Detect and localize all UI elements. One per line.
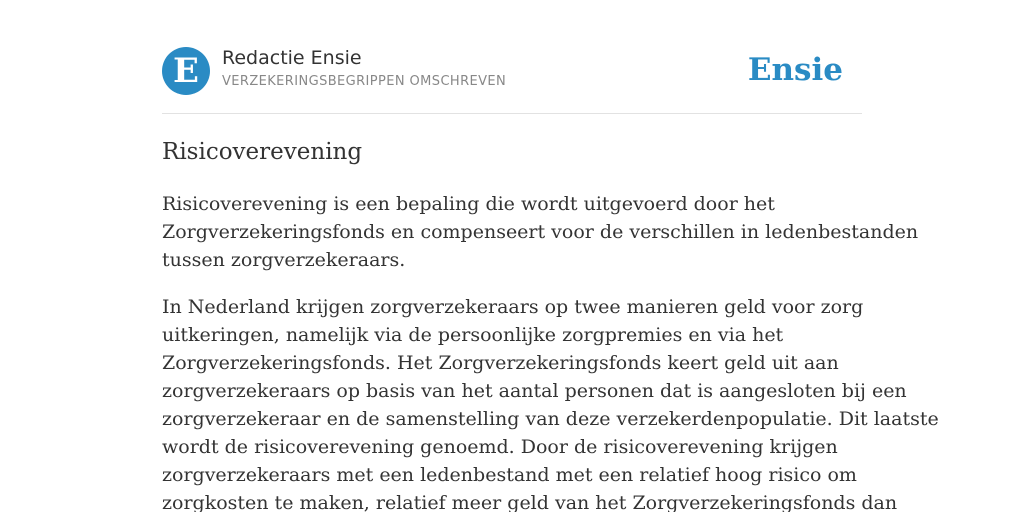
brand-logo[interactable]: Ensie <box>747 52 843 88</box>
paragraph-line: Zorgverzekeringsfonds. Het Zorgverzekeringsfonds keert geld uit aan <box>162 352 839 374</box>
ensie-logo-icon[interactable]: E <box>162 47 210 95</box>
paragraph-line: wordt de risicoverevening genoemd. Door de risicoverevening krijgen <box>162 436 838 458</box>
paragraph-line: Zorgverzekeringsfonds en compenseert voor de verschillen in ledenbestanden <box>162 221 919 243</box>
category-subtitle[interactable]: VERZEKERINGSBEGRIPPEN OMSCHREVEN <box>222 74 507 89</box>
article-paragraph-1 <box>162 190 919 274</box>
paragraph-line: tussen zorgverzekeraars. <box>162 249 406 271</box>
paragraph-line: zorgverzekeraar en de samenstelling van deze verzekerdenpopulatie. Dit laatste <box>162 408 939 430</box>
paragraph-line: In Nederland krijgen zorgverzekeraars op twee manieren geld voor zorg <box>162 296 864 318</box>
header <box>162 46 862 96</box>
author-name[interactable]: Redactie Ensie <box>222 47 362 69</box>
paragraph-line: uitkeringen, namelijk via de persoonlijke zorgpremies en via het <box>162 324 784 346</box>
article-paragraph-2 <box>162 293 939 512</box>
paragraph-line: Risicoverevening is een bepaling die wordt uitgevoerd door het <box>162 193 775 215</box>
paragraph-line: zorgverzekeraars op basis van het aantal personen dat is aangesloten bij een <box>162 380 907 402</box>
paragraph-line: zorgverzekeraars met een ledenbestand met een relatief hoog risico om <box>162 464 857 486</box>
article-title: Risicoverevening <box>162 139 363 165</box>
paragraph-line: zorgkosten te maken, relatief meer geld van het Zorgverzekeringsfonds dan <box>162 492 898 512</box>
header-divider <box>162 113 862 114</box>
page <box>162 0 939 512</box>
